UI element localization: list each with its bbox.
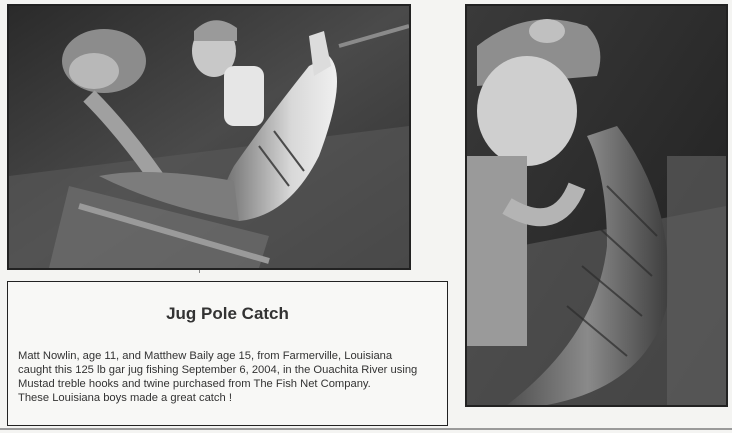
caption-line: Matt Nowlin, age 11, and Matthew Baily age 15, from Farmerville, Louisiana: [18, 350, 393, 362]
caption-title: Jug Pole Catch: [166, 304, 289, 323]
photo-boys-with-gar: [7, 4, 411, 270]
page-edge: [0, 428, 732, 430]
caption-line: These Louisiana boys made a great catch !: [18, 392, 232, 404]
photo-boy-with-gar-closeup: [465, 4, 728, 407]
caption-body: [18, 349, 443, 405]
crop-mark: [199, 270, 200, 273]
photo-left-image: [9, 6, 409, 268]
photo-right-image: [467, 6, 726, 405]
caption-line: caught this 125 lb gar jug fishing September 6, 2004, in the Ouachita River using: [18, 364, 418, 376]
caption-box: [7, 281, 448, 426]
caption-line: Mustad treble hooks and twine purchased from The Fish Net Company.: [18, 378, 371, 390]
